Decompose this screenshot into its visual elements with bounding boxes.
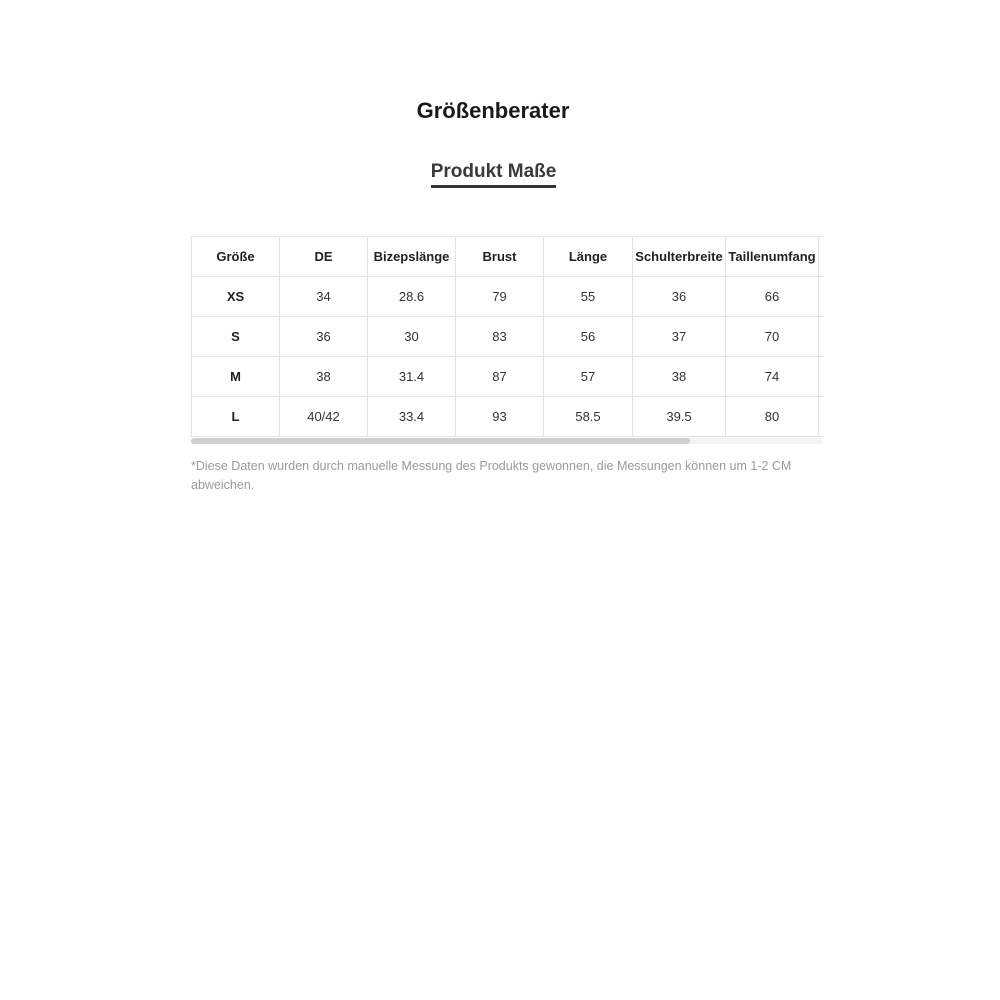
table-cell: 56 xyxy=(544,317,633,357)
size-table xyxy=(191,236,823,437)
table-cell: 36 xyxy=(633,277,726,317)
column-header: DE xyxy=(280,237,368,277)
table-cell: 38 xyxy=(280,357,368,397)
column-header: Bizepslänge xyxy=(368,237,456,277)
measurement-footnote: *Diese Daten wurden durch manuelle Messung des Produkts gewonnen, die Messungen können um 1-2 CM abweichen. xyxy=(191,459,792,492)
table-cell: 37 xyxy=(633,317,726,357)
column-header: Brust xyxy=(456,237,544,277)
column-header: Länge xyxy=(544,237,633,277)
table-cell: S xyxy=(192,317,280,357)
table-cell: 79 xyxy=(456,277,544,317)
table-cell: 74 xyxy=(726,357,819,397)
table-cell: 36 xyxy=(280,317,368,357)
table-cell: 87 xyxy=(456,357,544,397)
table-cell: 30 xyxy=(368,317,456,357)
table-cell-overflow xyxy=(819,277,824,317)
table-row xyxy=(192,317,824,357)
column-header: Taillenumfang xyxy=(726,237,819,277)
table-cell: 31.4 xyxy=(368,357,456,397)
table-row xyxy=(192,397,824,437)
table-cell: 34 xyxy=(280,277,368,317)
column-header: Größe xyxy=(192,237,280,277)
horizontal-scrollbar-track[interactable] xyxy=(191,438,823,444)
table-cell-overflow xyxy=(819,397,824,437)
table-cell: L xyxy=(192,397,280,437)
table-cell: 58.5 xyxy=(544,397,633,437)
table-cell: 39.5 xyxy=(633,397,726,437)
page-title: Größenberater xyxy=(416,98,570,123)
table-cell: M xyxy=(192,357,280,397)
size-table-scroll-container[interactable] xyxy=(191,236,823,446)
table-cell: 55 xyxy=(544,277,633,317)
table-cell: 80 xyxy=(726,397,819,437)
table-cell-overflow xyxy=(819,317,824,357)
column-header-overflow xyxy=(819,237,824,277)
tab-bar xyxy=(0,160,987,188)
table-cell: 40/42 xyxy=(280,397,368,437)
table-cell: 57 xyxy=(544,357,633,397)
table-cell: XS xyxy=(192,277,280,317)
table-header-row xyxy=(192,237,824,277)
table-cell: 66 xyxy=(726,277,819,317)
table-row xyxy=(192,357,824,397)
table-cell: 33.4 xyxy=(368,397,456,437)
table-cell: 83 xyxy=(456,317,544,357)
table-cell: 93 xyxy=(456,397,544,437)
table-cell: 70 xyxy=(726,317,819,357)
horizontal-scrollbar-thumb[interactable] xyxy=(191,438,690,444)
table-cell-overflow xyxy=(819,357,824,397)
table-cell: 28.6 xyxy=(368,277,456,317)
table-cell: 38 xyxy=(633,357,726,397)
tab-produkt-masse[interactable]: Produkt Maße xyxy=(431,160,557,188)
table-row xyxy=(192,277,824,317)
column-header: Schulterbreite xyxy=(633,237,726,277)
